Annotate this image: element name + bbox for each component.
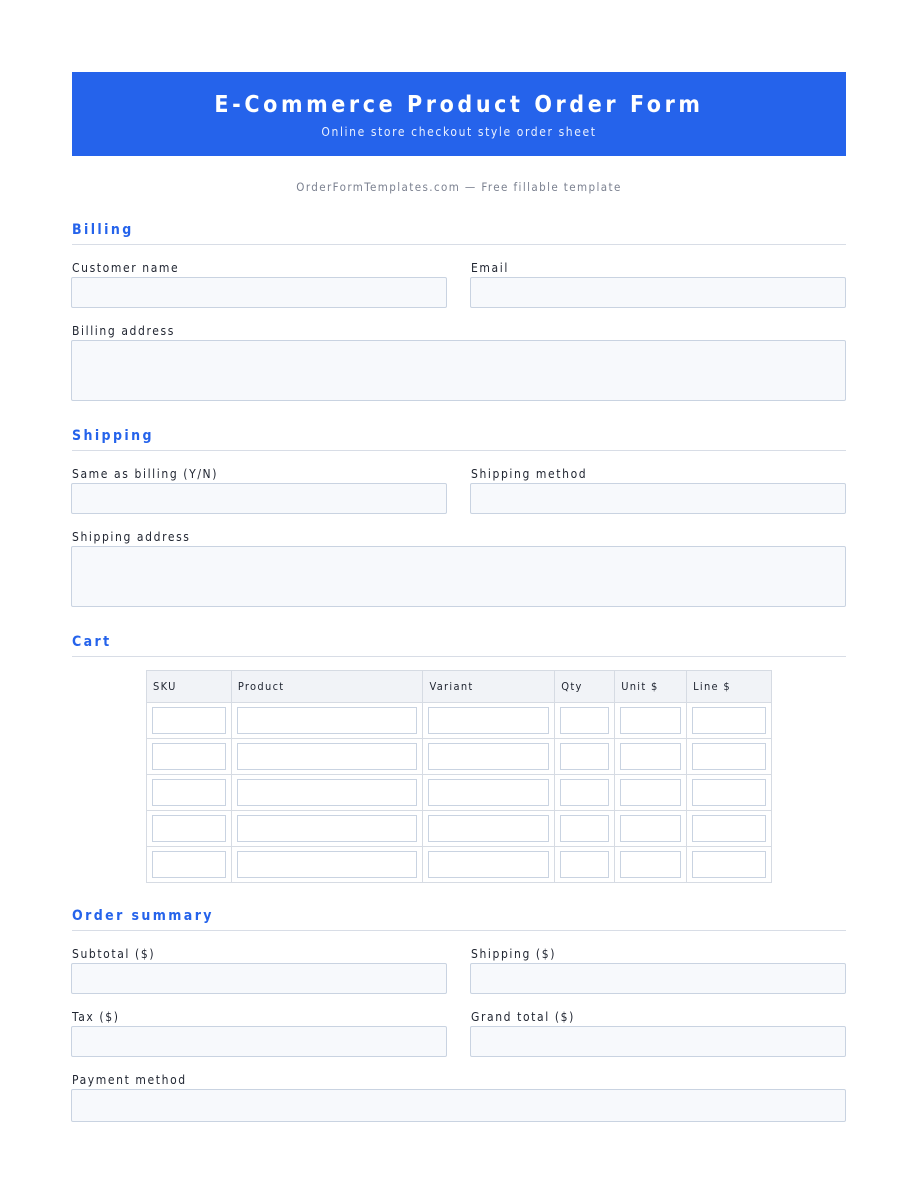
cart-column-line-total: Line $ bbox=[687, 671, 772, 703]
subtotal-label: Subtotal ($) bbox=[72, 947, 156, 961]
cart-cell bbox=[615, 739, 687, 775]
product-input[interactable] bbox=[237, 851, 418, 878]
cart-cell bbox=[687, 775, 772, 811]
cart-cell bbox=[423, 703, 555, 739]
sku-input[interactable] bbox=[152, 743, 226, 770]
section-title-shipping: Shipping bbox=[72, 428, 846, 451]
cart-cell bbox=[555, 703, 615, 739]
source-line: OrderFormTemplates.com — Free fillable template bbox=[296, 180, 622, 194]
customer-name-label: Customer name bbox=[72, 261, 180, 275]
cart-cell bbox=[147, 775, 232, 811]
tax-field[interactable] bbox=[71, 1026, 447, 1057]
qty-input[interactable] bbox=[560, 815, 609, 842]
cart-cell bbox=[231, 847, 423, 883]
sku-input[interactable] bbox=[152, 815, 226, 842]
qty-input[interactable] bbox=[560, 743, 609, 770]
cart-cell bbox=[615, 703, 687, 739]
subtotal-field[interactable] bbox=[71, 963, 447, 994]
shipping-cost-label: Shipping ($) bbox=[471, 947, 557, 961]
qty-input[interactable] bbox=[560, 851, 609, 878]
table-row bbox=[147, 739, 772, 775]
product-input[interactable] bbox=[237, 743, 418, 770]
same-as-billing-field[interactable] bbox=[71, 483, 447, 514]
cart-cell bbox=[555, 811, 615, 847]
cart-column-variant: Variant bbox=[423, 671, 555, 703]
cart-cell bbox=[615, 811, 687, 847]
cart-cell bbox=[231, 775, 423, 811]
cart-cell bbox=[423, 739, 555, 775]
customer-name-field[interactable] bbox=[71, 277, 447, 308]
section-title-cart: Cart bbox=[72, 634, 846, 657]
cart-cell bbox=[615, 847, 687, 883]
sku-input[interactable] bbox=[152, 851, 226, 878]
variant-input[interactable] bbox=[428, 707, 549, 734]
cart-cell bbox=[147, 847, 232, 883]
variant-input[interactable] bbox=[428, 743, 549, 770]
table-row bbox=[147, 775, 772, 811]
payment-method-label: Payment method bbox=[72, 1073, 187, 1087]
cart-cell bbox=[687, 847, 772, 883]
same-as-billing-label: Same as billing (Y/N) bbox=[72, 467, 219, 481]
tax-label: Tax ($) bbox=[72, 1010, 120, 1024]
cart-cell bbox=[687, 703, 772, 739]
variant-input[interactable] bbox=[428, 815, 549, 842]
product-input[interactable] bbox=[237, 707, 418, 734]
cart-cell bbox=[147, 811, 232, 847]
unit-price-input[interactable] bbox=[620, 743, 681, 770]
billing-address-field[interactable] bbox=[71, 340, 846, 401]
variant-input[interactable] bbox=[428, 779, 549, 806]
cart-cell bbox=[231, 703, 423, 739]
sku-input[interactable] bbox=[152, 779, 226, 806]
qty-input[interactable] bbox=[560, 707, 609, 734]
qty-input[interactable] bbox=[560, 779, 609, 806]
unit-price-input[interactable] bbox=[620, 815, 681, 842]
line-total-input[interactable] bbox=[692, 815, 766, 842]
shipping-method-label: Shipping method bbox=[471, 467, 588, 481]
unit-price-input[interactable] bbox=[620, 779, 681, 806]
grand-total-field[interactable] bbox=[470, 1026, 846, 1057]
cart-cell bbox=[147, 703, 232, 739]
shipping-method-field[interactable] bbox=[470, 483, 846, 514]
cart-column-qty: Qty bbox=[555, 671, 615, 703]
shipping-address-field[interactable] bbox=[71, 546, 846, 607]
sku-input[interactable] bbox=[152, 707, 226, 734]
cart-cell bbox=[147, 739, 232, 775]
cart-header-row bbox=[147, 671, 772, 703]
cart-cell bbox=[423, 847, 555, 883]
line-total-input[interactable] bbox=[692, 779, 766, 806]
line-total-input[interactable] bbox=[692, 707, 766, 734]
payment-method-field[interactable] bbox=[71, 1089, 846, 1122]
shipping-cost-field[interactable] bbox=[470, 963, 846, 994]
cart-cell bbox=[615, 775, 687, 811]
cart-column-sku: SKU bbox=[147, 671, 232, 703]
email-field[interactable] bbox=[470, 277, 846, 308]
billing-address-label: Billing address bbox=[72, 324, 175, 338]
cart-column-product: Product bbox=[231, 671, 423, 703]
cart-table bbox=[146, 670, 772, 883]
product-input[interactable] bbox=[237, 779, 418, 806]
cart-cell bbox=[687, 739, 772, 775]
cart-cell bbox=[231, 811, 423, 847]
section-title-order-summary: Order summary bbox=[72, 908, 846, 931]
cart-cell bbox=[231, 739, 423, 775]
shipping-address-label: Shipping address bbox=[72, 530, 191, 544]
cart-cell bbox=[423, 775, 555, 811]
table-row bbox=[147, 703, 772, 739]
variant-input[interactable] bbox=[428, 851, 549, 878]
table-row bbox=[147, 811, 772, 847]
cart-column-unit-price: Unit $ bbox=[615, 671, 687, 703]
cart-cell bbox=[423, 811, 555, 847]
grand-total-label: Grand total ($) bbox=[471, 1010, 575, 1024]
unit-price-input[interactable] bbox=[620, 707, 681, 734]
table-row bbox=[147, 847, 772, 883]
email-label: Email bbox=[471, 261, 509, 275]
cart-cell bbox=[687, 811, 772, 847]
cart-cell bbox=[555, 775, 615, 811]
cart-cell bbox=[555, 739, 615, 775]
form-subtitle: Online store checkout style order sheet bbox=[321, 125, 597, 139]
section-title-billing: Billing bbox=[72, 222, 846, 245]
unit-price-input[interactable] bbox=[620, 851, 681, 878]
form-title: E-Commerce Product Order Form bbox=[214, 92, 704, 118]
product-input[interactable] bbox=[237, 815, 418, 842]
cart-cell bbox=[555, 847, 615, 883]
line-total-input[interactable] bbox=[692, 851, 766, 878]
header-banner bbox=[72, 72, 846, 156]
line-total-input[interactable] bbox=[692, 743, 766, 770]
